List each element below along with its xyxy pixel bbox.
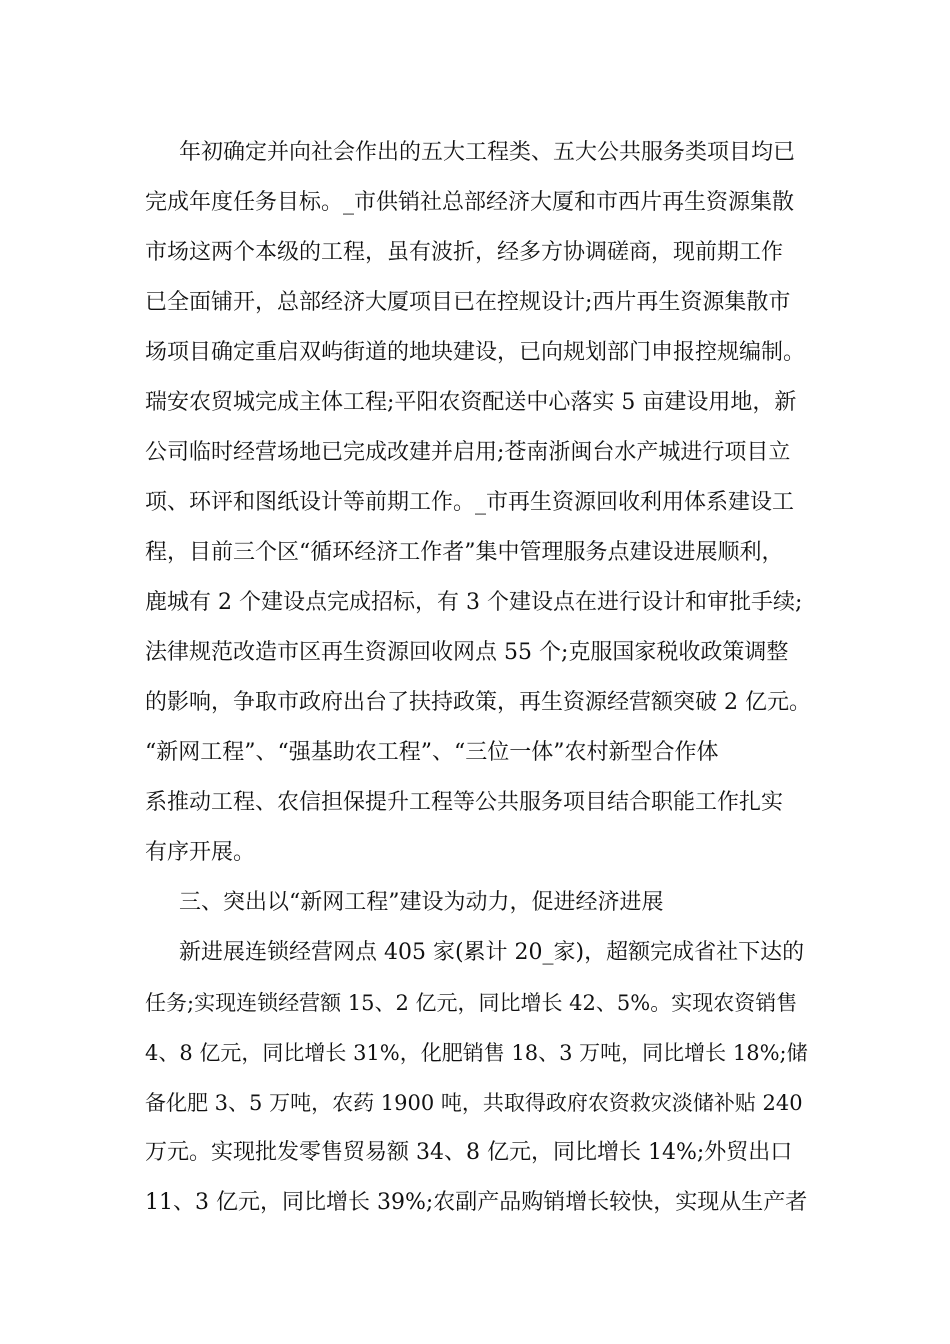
text-line: 11、3 亿元，同比增长 39%;农副产品购销增长较快，实现从生产者 (145, 1190, 808, 1215)
text-line: 任务;实现连锁经营额 15、2 亿元，同比增长 42、5%。实现农资销售 (145, 991, 798, 1015)
text-line: 瑞安农贸城完成主体工程;平阳农资配送中心落实 5 亩建设用地，新 (145, 390, 797, 415)
text-line: 项、环评和图纸设计等前期工作。_市再生资源回收利用体系建设工 (145, 490, 795, 515)
text-line: 市场这两个本级的工程，虽有波折，经多方协调磋商，现前期工作 (145, 240, 784, 265)
text-line: 已全面铺开，总部经济大厦项目已在控规设计;西片再生资源集散市 (145, 290, 791, 315)
text-line: 4、8 亿元，同比增长 31%，化肥销售 18、3 万吨，同比增长 18%;储 (145, 1041, 808, 1065)
text-line: 万元。实现批发零售贸易额 34、8 亿元，同比增长 14%;外贸出口 (145, 1140, 793, 1165)
text-line: 完成年度任务目标。_市供销社总部经济大厦和市西片再生资源集散 (145, 190, 795, 215)
text-line: 年初确定并向社会作出的五大工程类、五大公共服务类项目均已 (179, 140, 796, 165)
text-line: 有序开展。 (145, 840, 256, 865)
text-line: 系推动工程、农信担保提升工程等公共服务项目结合职能工作扎实 (145, 790, 784, 815)
text-line: 新进展连锁经营网点 405 家(累计 20_家)，超额完成省社下达的 (179, 940, 805, 965)
section-heading-text: 三、突出以“新网工程”建设为动力，促进经济进展 (179, 890, 664, 915)
text-line: 法律规范改造市区再生资源回收网点 55 个;克服国家税收政策调整 (145, 640, 789, 665)
text-line: 程，目前三个区“循环经济工作者”集中管理服务点建设进展顺利， (145, 540, 784, 565)
text-line: 备化肥 3、5 万吨，农药 1900 吨，共取得政府农资救灾淡储补贴 240 (145, 1091, 803, 1115)
text-line: “新网工程”、“强基助农工程”、“三位一体”农村新型合作体 (145, 740, 719, 765)
text-line: 公司临时经营场地已完成改建并启用;苍南浙闽台水产城进行项目立 (145, 440, 791, 465)
text-line: 的影响，争取市政府出台了扶持政策，再生资源经营额突破 2 亿元。 (145, 690, 811, 715)
text-line: 鹿城有 2 个建设点完成招标，有 3 个建设点在进行设计和审批手续; (145, 590, 803, 615)
text-line: 场项目确定重启双屿街道的地块建设，已向规划部门申报控规编制。 (145, 340, 806, 365)
